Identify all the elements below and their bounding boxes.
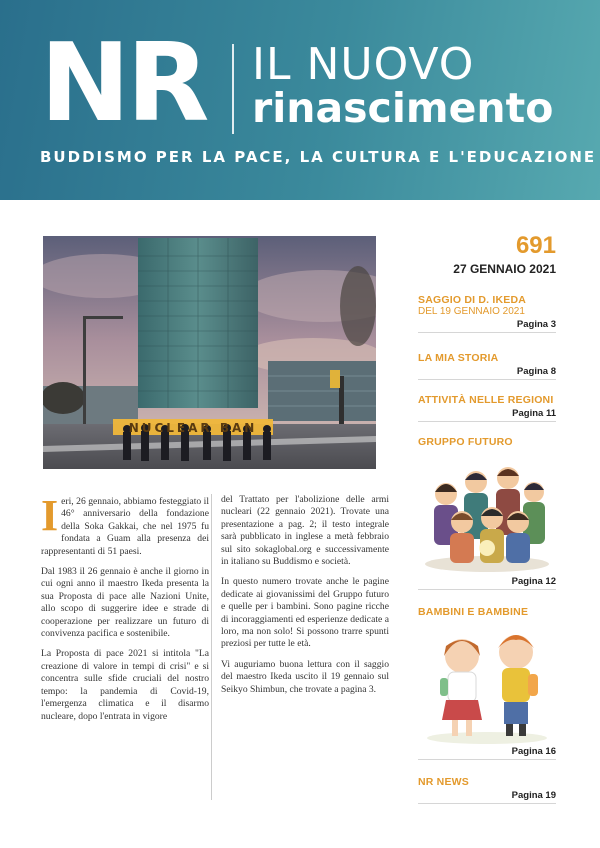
sign-text: NUCLEAR BAN: [128, 421, 258, 435]
masthead: [0, 0, 600, 200]
index-rule: [418, 332, 556, 333]
index-page: Pagina 19: [511, 790, 556, 801]
index-item-gruppo-futuro-page[interactable]: [418, 574, 556, 590]
index-rule: [418, 379, 556, 380]
nr-logo: NR: [40, 21, 206, 146]
index-title: BAMBINI E BAMBINE: [418, 606, 529, 618]
index-page: Pagina 16: [511, 746, 556, 757]
article-column-1: [41, 491, 209, 731]
index-page: Pagina 3: [516, 319, 556, 330]
index-title: LA MIA STORIA: [418, 352, 499, 364]
article-column-2: [221, 494, 389, 704]
tagline: BUDDISMO PER LA PACE, LA CULTURA E L'EDUCAZIONE: [40, 148, 597, 166]
index-rule: [418, 759, 556, 760]
index-item-attivita[interactable]: [418, 394, 556, 422]
article-paragraph: La Proposta di pace 2021 si intitola "La creazione di valore in tempi di crisi" e si concentra sulle sfide cruciali del nostro tempo: la pandemia di Covid-19, l'emergenza climatica e il disarmo nucleare, dopo l'entrata in vigore: [41, 648, 209, 722]
index-item-bambini[interactable]: [418, 606, 556, 618]
article-paragraph: In questo numero trovate anche le pagine dedicate ai giovanissimi del Gruppo futuro e quelle per i bambini. Sono pagine ricche di incoraggiamenti ed esperienze dedicate a loro, ma non solo! Si possono trarre spunti preziosi per tutte le età.: [221, 576, 389, 650]
index-item-mia-storia[interactable]: [418, 352, 556, 380]
index-title: ATTIVITÀ NELLE REGIONI: [418, 394, 554, 406]
index-item-nr-news[interactable]: [418, 776, 556, 804]
bambini-illustration: [418, 622, 556, 751]
un-building-photo: [43, 236, 376, 469]
index-subtitle: DEL 19 GENNAIO 2021: [418, 306, 525, 317]
index-title: SAGGIO DI D. IKEDA: [418, 294, 527, 306]
gruppo-futuro-illustration: [418, 452, 556, 579]
index-page: Pagina 8: [516, 366, 556, 377]
issue-number: 691: [515, 232, 556, 259]
index-item-saggio[interactable]: [418, 294, 556, 333]
article-paragraph: Dal 1983 il 26 gennaio è anche il giorno in cui ogni anno il maestro Ikeda presenta la sua Proposta di pace alle Nazioni Unite, allo scopo di suggerire idee e strade di cooperazione per realizzare un futuro di convivenza pacifica e sostenibile.: [41, 566, 209, 640]
index-item-gruppo-futuro[interactable]: [418, 436, 556, 448]
title-line-2: rinascimento: [252, 84, 554, 132]
index-page: Pagina 11: [512, 408, 556, 419]
article-paragraph: del Trattato per l'abolizione delle armi nucleari (22 gennaio 2021). Trovate una presentazione a pag. 2; il testo integrale sarà pubblicato in inglese a metà febbraio sul sito sokaglobal.org e successivamente in italiano su Buddismo e società.: [221, 494, 389, 568]
index-title: GRUPPO FUTURO: [418, 436, 513, 448]
drop-cap: I: [41, 491, 59, 540]
index-rule: [418, 803, 556, 804]
logo-divider: [232, 44, 234, 134]
column-divider: [211, 494, 212, 800]
index-page: Pagina 12: [511, 576, 556, 587]
index-rule: [418, 589, 556, 590]
article-paragraph: eri, 26 gennaio, abbiamo festeggiato il 46° anniversario della fondazione della Soka Gakkai, che nel 1975 fu fondata a Guam alla presenza dei rappresentanti di 51 paesi.: [41, 496, 209, 557]
index-title: NR NEWS: [418, 776, 469, 788]
index-item-bambini-page[interactable]: [418, 744, 556, 760]
article-paragraph: Vi auguriamo buona lettura con il saggio del maestro Ikeda uscito il 19 gennaio sul Seikyo Shimbun, che trovate a pagina 3.: [221, 658, 389, 695]
index-rule: [418, 421, 556, 422]
issue-date: 27 GENNAIO 2021: [453, 262, 556, 276]
title-line-1: IL NUOVO: [252, 39, 475, 90]
